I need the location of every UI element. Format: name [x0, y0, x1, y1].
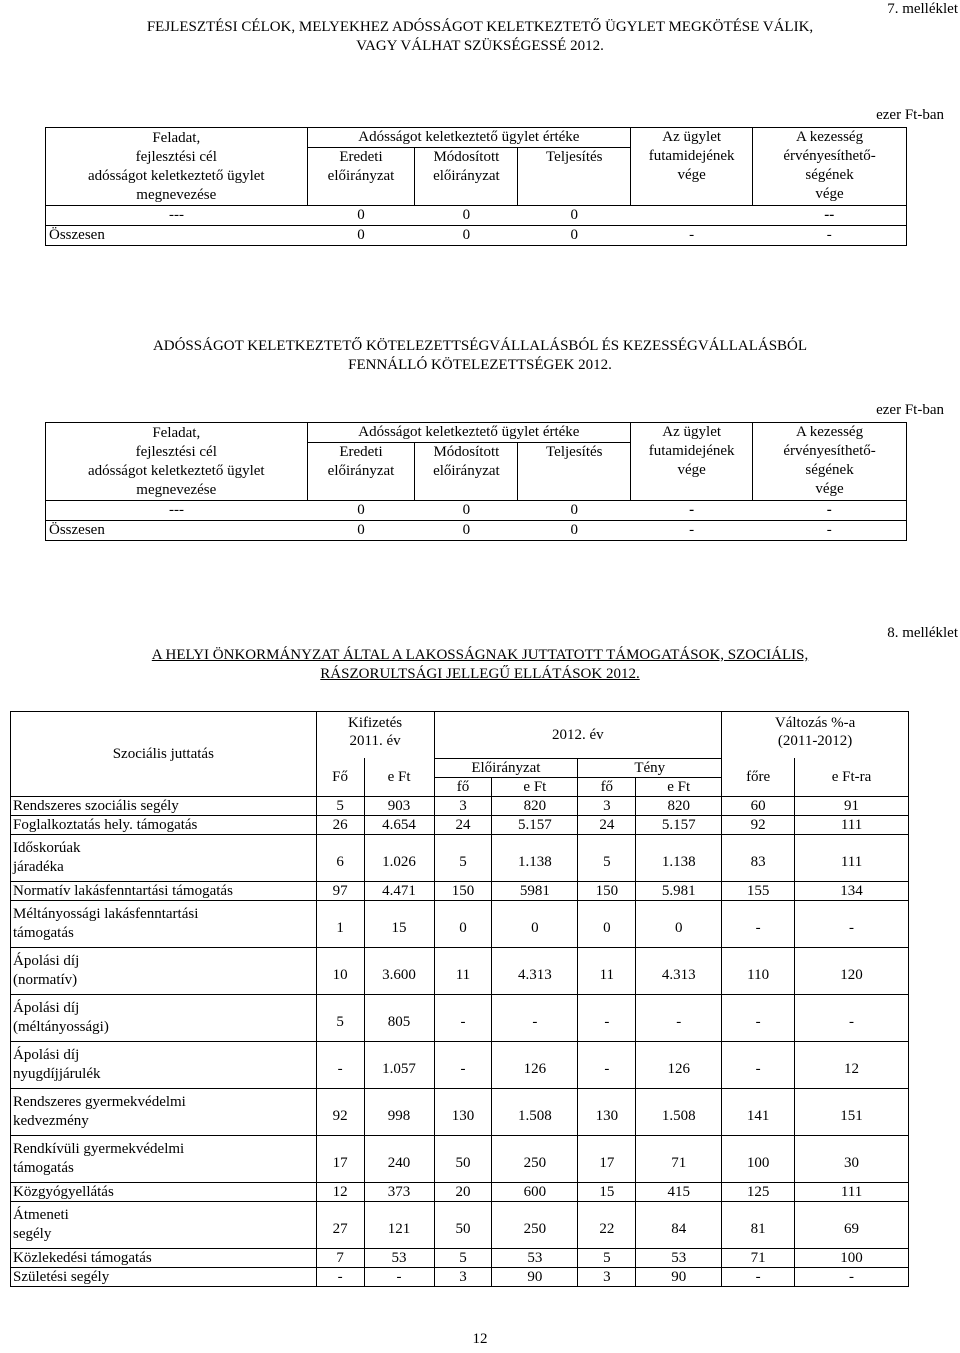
table-cell: 5 — [434, 1248, 492, 1267]
header-actual-eft: e Ft — [636, 777, 722, 796]
table-cell: - — [578, 1041, 636, 1088]
table-cell: 11 — [434, 947, 492, 994]
table-cell: 11 — [578, 947, 636, 994]
table-cell: - — [364, 1267, 434, 1286]
table-cell: 110 — [722, 947, 795, 994]
table-cell: 15 — [364, 900, 434, 947]
table-cell: 5981 — [492, 881, 578, 900]
table-cell: 24 — [578, 815, 636, 834]
section7-unit: ezer Ft-ban — [876, 107, 944, 123]
table-cell: 111 — [795, 834, 909, 881]
header-plan-eft: e Ft — [492, 777, 578, 796]
table-cell: 5 — [316, 796, 364, 815]
table-cell: 820 — [636, 796, 722, 815]
table-cell: 15 — [578, 1182, 636, 1201]
table-cell: - — [434, 1041, 492, 1088]
table-cell: 150 — [578, 881, 636, 900]
table-row: Összesen 0 0 0 - - — [46, 521, 907, 541]
annex-label-7: 7. melléklet — [887, 1, 958, 17]
section-b-unit: ezer Ft-ban — [876, 402, 944, 418]
table-cell: 24 — [434, 815, 492, 834]
section7-table — [45, 127, 907, 246]
table-cell: - — [795, 900, 909, 947]
header-performance: Teljesítés — [518, 443, 631, 501]
table-cell: 0 — [492, 900, 578, 947]
table-cell: 1.138 — [636, 834, 722, 881]
header-plan: Előirányzat — [434, 758, 578, 777]
table-cell: 0 — [578, 900, 636, 947]
header-modified: Módosított előirányzat — [415, 148, 518, 206]
table-cell: 83 — [722, 834, 795, 881]
table-cell: 4.313 — [492, 947, 578, 994]
table-cell: 100 — [795, 1248, 909, 1267]
table-cell: 5 — [578, 1248, 636, 1267]
table-cell: 1.057 — [364, 1041, 434, 1088]
header-eft-ra: e Ft-ra — [795, 758, 909, 796]
table-cell: 27 — [316, 1201, 364, 1248]
header-year: 2012. év — [434, 712, 722, 759]
table-cell: 250 — [492, 1135, 578, 1182]
table-cell: 90 — [636, 1267, 722, 1286]
table-cell: 0 — [434, 900, 492, 947]
table-cell: 53 — [364, 1248, 434, 1267]
header-actual-persons: fő — [578, 777, 636, 796]
header-persons: Fő — [316, 758, 364, 796]
header-original: Eredeti előirányzat — [307, 148, 415, 206]
table-cell: 130 — [434, 1088, 492, 1135]
header-value-group: Adósságot keletkeztető ügylet értéke — [307, 423, 631, 443]
table-cell: 60 — [722, 796, 795, 815]
table-cell: 5 — [316, 994, 364, 1041]
benefit-name: Méltányossági lakásfenntartási támogatás — [11, 900, 317, 947]
table-cell: 17 — [316, 1135, 364, 1182]
table-cell: 3 — [434, 1267, 492, 1286]
table-cell: 22 — [578, 1201, 636, 1248]
table-cell: 250 — [492, 1201, 578, 1248]
header-plan-persons: fő — [434, 777, 492, 796]
table-cell: - — [795, 1267, 909, 1286]
table-cell: 134 — [795, 881, 909, 900]
table-cell: 600 — [492, 1182, 578, 1201]
table-cell: 5.157 — [492, 815, 578, 834]
table-cell: - — [578, 994, 636, 1041]
table-cell: 69 — [795, 1201, 909, 1248]
header-task: Feladat, fejlesztési cél adósságot keletkeztető ügylet megnevezése — [46, 423, 308, 501]
social-benefits-table — [10, 711, 909, 1287]
benefit-name: Ápolási díj (normatív) — [11, 947, 317, 994]
table-row — [11, 1088, 909, 1135]
section8-title: A HELYI ÖNKORMÁNYZAT ÁLTAL A LAKOSSÁGNAK JUTTATOTT TÁMOGATÁSOK, SZOCIÁLIS, RÁSZORULTSÁGI JELLEGŰ ELLÁTÁSOK 2012. — [151, 647, 809, 682]
section7-title: FEJLESZTÉSI CÉLOK, MELYEKHEZ ADÓSSÁGOT KELETKEZTETŐ ÜGYLET MEGKÖTÉSE VÁLIK, VAGY VÁLHAT SZÜKSÉGESSÉ 2012. — [146, 19, 814, 54]
table-cell: 126 — [636, 1041, 722, 1088]
table-cell: 81 — [722, 1201, 795, 1248]
table-cell: 92 — [316, 1088, 364, 1135]
table-cell: 121 — [364, 1201, 434, 1248]
table-row: Összesen 0 0 0 - - — [46, 226, 907, 246]
table-cell: 12 — [316, 1182, 364, 1201]
header-value-group: Adósságot keletkeztető ügylet értéke — [307, 128, 631, 148]
table-cell: 155 — [722, 881, 795, 900]
table-row — [11, 1248, 909, 1267]
header-per-person: főre — [722, 758, 795, 796]
table-cell: - — [722, 994, 795, 1041]
header-benefit: Szociális juttatás — [11, 712, 317, 797]
annex-label-8: 8. melléklet — [887, 625, 958, 641]
table-row — [11, 834, 909, 881]
table-cell: 3 — [578, 796, 636, 815]
table-cell: 805 — [364, 994, 434, 1041]
benefit-name: Rendszeres szociális segély — [11, 796, 317, 815]
table-cell: - — [722, 900, 795, 947]
header-change: Változás %-a (2011-2012) — [722, 712, 909, 759]
benefit-name: Születési segély — [11, 1267, 317, 1286]
table-cell: 92 — [722, 815, 795, 834]
table-cell: 7 — [316, 1248, 364, 1267]
header-performance: Teljesítés — [518, 148, 631, 206]
table-cell: 125 — [722, 1182, 795, 1201]
table-cell: 71 — [722, 1248, 795, 1267]
table-cell: 1.508 — [492, 1088, 578, 1135]
table-cell: 3 — [434, 796, 492, 815]
table-cell: 141 — [722, 1088, 795, 1135]
table-cell: 26 — [316, 815, 364, 834]
benefit-name: Átmeneti segély — [11, 1201, 317, 1248]
table-cell: - — [722, 1267, 795, 1286]
benefit-name: Rendszeres gyermekvédelmi kedvezmény — [11, 1088, 317, 1135]
table-row — [11, 796, 909, 815]
table-row: --- 0 0 0 - - — [46, 501, 907, 521]
table-cell: 20 — [434, 1182, 492, 1201]
table-cell: 4.471 — [364, 881, 434, 900]
table-cell: 71 — [636, 1135, 722, 1182]
table-row — [11, 1182, 909, 1201]
table-cell: 50 — [434, 1135, 492, 1182]
header-modified: Módosított előirányzat — [415, 443, 518, 501]
table-cell: - — [492, 994, 578, 1041]
table-cell: 130 — [578, 1088, 636, 1135]
table-cell: 84 — [636, 1201, 722, 1248]
header-guarantee: A kezesség érvényesíthető- ségének vége — [753, 423, 907, 501]
table-cell: 120 — [795, 947, 909, 994]
table-cell: 1.026 — [364, 834, 434, 881]
table-cell: 415 — [636, 1182, 722, 1201]
header-payout: Kifizetés 2011. év — [316, 712, 434, 759]
header-guarantee: A kezesség érvényesíthető- ségének vége — [753, 128, 907, 206]
table-row — [11, 1267, 909, 1286]
section-b-table — [45, 422, 907, 541]
benefit-name: Rendkívüli gyermekvédelmi támogatás — [11, 1135, 317, 1182]
benefit-name: Időskorúak járadéka — [11, 834, 317, 881]
table-cell: 97 — [316, 881, 364, 900]
benefit-name: Normatív lakásfenntartási támogatás — [11, 881, 317, 900]
table-cell: 240 — [364, 1135, 434, 1182]
table-cell: 12 — [795, 1041, 909, 1088]
table-cell: 30 — [795, 1135, 909, 1182]
table-cell: 3 — [578, 1267, 636, 1286]
table-row: --- 0 0 0 -- — [46, 206, 907, 226]
table-cell: 5.981 — [636, 881, 722, 900]
table-cell: - — [795, 994, 909, 1041]
table-cell: 373 — [364, 1182, 434, 1201]
table-cell: 4.654 — [364, 815, 434, 834]
header-original: Eredeti előirányzat — [307, 443, 415, 501]
table-cell: 91 — [795, 796, 909, 815]
table-cell: 0 — [636, 900, 722, 947]
table-cell: 150 — [434, 881, 492, 900]
table-cell: 111 — [795, 815, 909, 834]
table-cell: 111 — [795, 1182, 909, 1201]
table-row — [11, 1201, 909, 1248]
header-actual: Tény — [578, 758, 722, 777]
section-b-title: ADÓSSÁGOT KELETKEZTETŐ KÖTELEZETTSÉGVÁLLALÁSBÓL ÉS KEZESSÉGVÁLLALÁSBÓL FENNÁLLÓ KÖTELEZETTSÉGEK 2012. — [152, 338, 808, 373]
header-maturity: Az ügylet futamidejének vége — [631, 423, 753, 501]
table-cell: 100 — [722, 1135, 795, 1182]
benefit-name: Ápolási díj (méltányossági) — [11, 994, 317, 1041]
table-cell: 5 — [578, 834, 636, 881]
table-cell: 17 — [578, 1135, 636, 1182]
table-row — [11, 947, 909, 994]
table-cell: 3.600 — [364, 947, 434, 994]
table-cell: 1.508 — [636, 1088, 722, 1135]
table-cell: 4.313 — [636, 947, 722, 994]
table-cell: 126 — [492, 1041, 578, 1088]
benefit-name: Közlekedési támogatás — [11, 1248, 317, 1267]
table-row — [11, 1041, 909, 1088]
table-row — [11, 881, 909, 900]
table-cell: 53 — [636, 1248, 722, 1267]
table-cell: 6 — [316, 834, 364, 881]
table-cell: 1.138 — [492, 834, 578, 881]
page-number: 12 — [472, 1331, 488, 1347]
table-cell: 53 — [492, 1248, 578, 1267]
table-cell: - — [316, 1041, 364, 1088]
table-cell: - — [434, 994, 492, 1041]
table-cell: 998 — [364, 1088, 434, 1135]
table-cell: 151 — [795, 1088, 909, 1135]
benefit-name: Foglalkoztatás hely. támogatás — [11, 815, 317, 834]
table-cell: - — [722, 1041, 795, 1088]
table-cell: - — [636, 994, 722, 1041]
table-cell: 820 — [492, 796, 578, 815]
benefit-name: Közgyógyellátás — [11, 1182, 317, 1201]
table-cell: 1 — [316, 900, 364, 947]
table-cell: 10 — [316, 947, 364, 994]
header-task: Feladat, fejlesztési cél adósságot keletkeztető ügylet megnevezése — [46, 128, 308, 206]
social-rows — [11, 796, 909, 1286]
table-cell: 50 — [434, 1201, 492, 1248]
table-cell: 5 — [434, 834, 492, 881]
table-cell: - — [316, 1267, 364, 1286]
table-row — [11, 815, 909, 834]
table-row — [11, 1135, 909, 1182]
table-row — [11, 994, 909, 1041]
benefit-name: Ápolási díj nyugdíjjárulék — [11, 1041, 317, 1088]
table-row — [11, 900, 909, 947]
table-cell: 903 — [364, 796, 434, 815]
header-maturity: Az ügylet futamidejének vége — [631, 128, 753, 206]
header-eft: e Ft — [364, 758, 434, 796]
table-cell: 5.157 — [636, 815, 722, 834]
table-cell: 90 — [492, 1267, 578, 1286]
